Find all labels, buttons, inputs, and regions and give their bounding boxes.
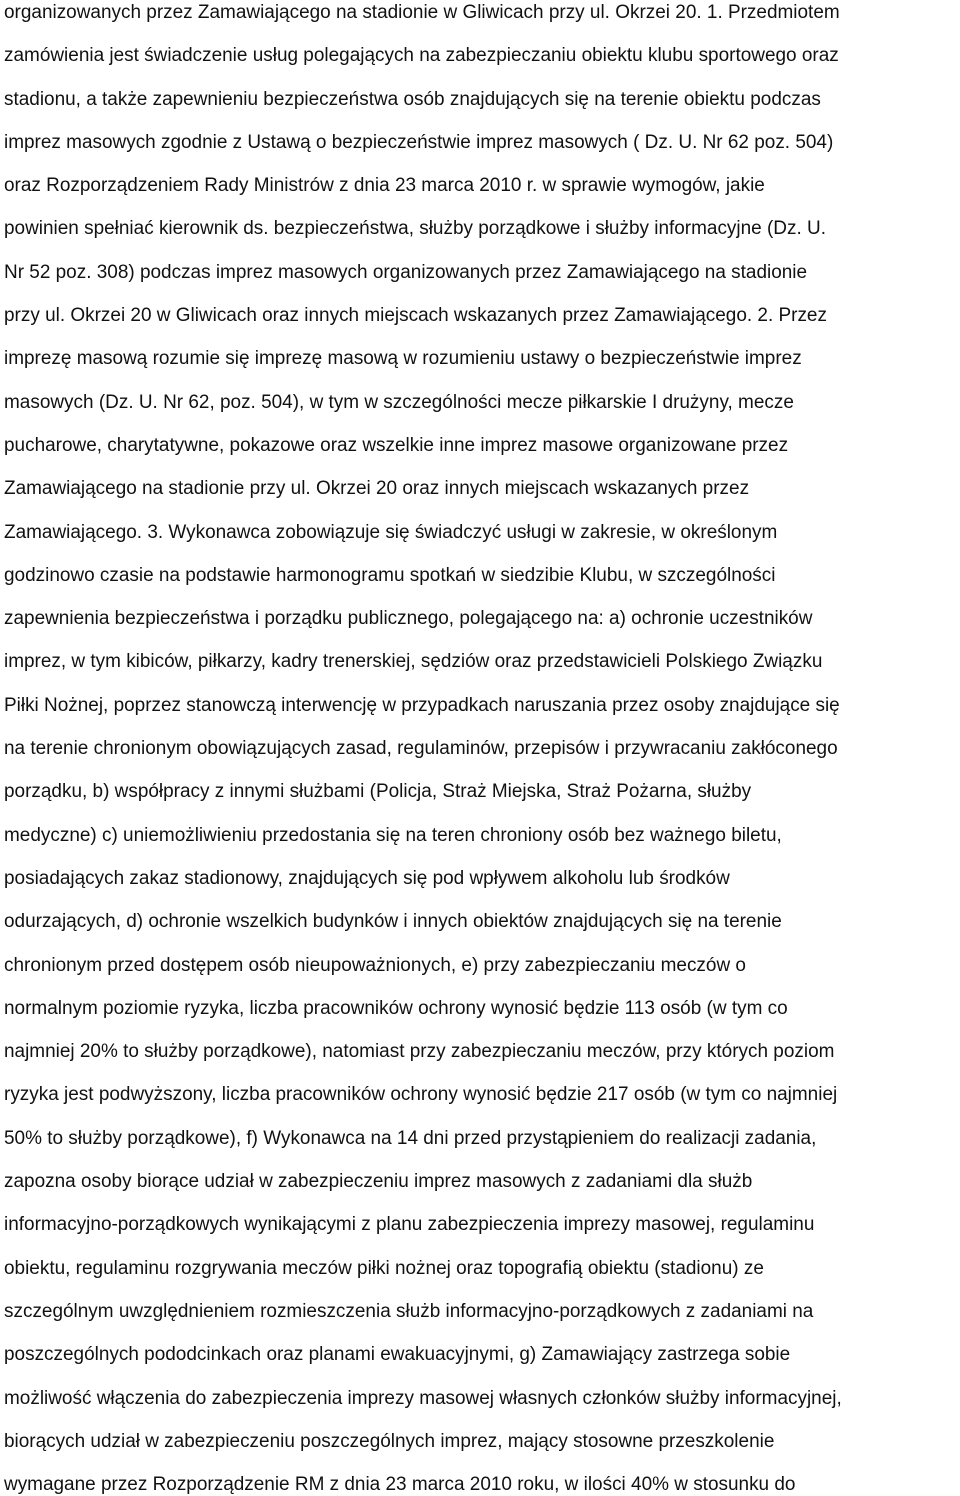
text-line: Piłki Nożnej, poprzez stanowczą interwencję w przypadkach naruszania przez osoby znajdujące się (4, 694, 840, 716)
text-line: ryzyka jest podwyższony, liczba pracowników ochrony wynosić będzie 217 osób (w tym co najmniej (4, 1084, 838, 1106)
text-line: powinien spełniać kierownik ds. bezpieczeństwa, służby porządkowe i służby informacyjne (Dz. U. (4, 218, 826, 240)
text-line: informacyjno-porządkowych wynikającymi z planu zabezpieczenia imprezy masowej, regulaminu (4, 1214, 815, 1236)
text-line: stadionu, a także zapewnieniu bezpieczeństwa osób znajdujących się na terenie obiektu podczas (4, 88, 821, 110)
text-line: organizowanych przez Zamawiającego na stadionie w Gliwicach przy ul. Okrzei 20. 1. Przedmiotem (4, 2, 840, 23)
text-line: Nr 52 poz. 308) podczas imprez masowych organizowanych przez Zamawiającego na stadionie (4, 261, 808, 283)
text-line: przy ul. Okrzei 20 w Gliwicach oraz innych miejscach wskazanych przez Zamawiającego. 2. Przez (4, 305, 827, 327)
text-line: Zamawiającego. 3. Wykonawca zobowiązuje się świadczyć usługi w zakresie, w określonym (4, 521, 778, 543)
text-line: godzinowo czasie na podstawie harmonogramu spotkań w siedzibie Klubu, w szczególności (4, 564, 776, 586)
text-line: możliwość włączenia do zabezpieczenia imprezy masowej własnych członków służby informacyjnej, (4, 1387, 842, 1409)
text-line: pucharowe, charytatywne, pokazowe oraz wszelkie inne imprez masowe organizowane przez (4, 434, 789, 456)
text-line: biorących udział w zabezpieczeniu poszczególnych imprez, mający stosowne przeszkolenie (4, 1430, 775, 1452)
text-line: na terenie chronionym obowiązujących zasad, regulaminów, przepisów i przywracaniu zakłóconego (4, 738, 838, 760)
text-line: normalnym poziomie ryzyka, liczba pracowników ochrony wynosić będzie 113 osób (w tym co (4, 997, 788, 1019)
text-line: posiadających zakaz stadionowy, znajdujących się pod wpływem alkoholu lub środków (4, 867, 730, 889)
text-line: obiektu, regulaminu rozgrywania meczów piłki nożnej oraz topografią obiektu (stadionu) ze (4, 1257, 764, 1279)
text-line: odurzających, d) ochronie wszelkich budynków i innych obiektów znajdujących się na terenie (4, 911, 782, 933)
text-line: porządku, b) współpracy z innymi służbami (Policja, Straż Miejska, Straż Pożarna, służby (4, 781, 752, 803)
text-line: chronionym przed dostępem osób nieupoważnionych, e) przy zabezpieczaniu meczów o (4, 954, 746, 976)
text-line: 50% to służby porządkowe), f) Wykonawca na 14 dni przed przystąpieniem do realizacji zadania, (4, 1127, 817, 1149)
text-line: imprez masowych zgodnie z Ustawą o bezpieczeństwie imprez masowych ( Dz. U. Nr 62 poz. 504) (4, 131, 834, 153)
text-line: oraz Rozporządzeniem Rady Ministrów z dnia 23 marca 2010 r. w sprawie wymogów, jakie (4, 175, 765, 197)
text-line: zapewnienia bezpieczeństwa i porządku publicznego, polegającego na: a) ochronie uczestników (4, 608, 813, 630)
text-line: zamówienia jest świadczenie usług polegających na zabezpieczaniu obiektu klubu sportowego oraz (4, 45, 839, 67)
text-line: najmniej 20% to służby porządkowe), natomiast przy zabezpieczaniu meczów, przy których poziom (4, 1041, 835, 1063)
text-line: szczególnym uwzględnieniem rozmieszczenia służb informacyjno-porządkowych z zadaniami na (4, 1300, 814, 1322)
text-line: imprezę masową rozumie się imprezę masową w rozumieniu ustawy o bezpieczeństwie imprez (4, 348, 802, 370)
text-line: zapozna osoby biorące udział w zabezpieczeniu imprez masowych z zadaniami dla służb (4, 1171, 753, 1193)
document-body-text (4, 0, 960, 1496)
text-line: wymagane przez Rozporządzenie RM z dnia 23 marca 2010 roku, w ilości 40% w stosunku do (4, 1474, 796, 1496)
text-line: masowych (Dz. U. Nr 62, poz. 504), w tym w szczególności mecze piłkarskie I drużyny, mecze (4, 391, 794, 413)
text-line: Zamawiającego na stadionie przy ul. Okrzei 20 oraz innych miejscach wskazanych przez (4, 478, 750, 500)
text-line: medyczne) c) uniemożliwieniu przedostania się na teren chroniony osób bez ważnego biletu, (4, 824, 782, 846)
text-line: poszczególnych pododcinkach oraz planami ewakuacyjnymi, g) Zamawiający zastrzega sobie (4, 1344, 791, 1366)
text-line: imprez, w tym kibiców, piłkarzy, kadry trenerskiej, sędziów oraz przedstawicieli Polskiego Związku (4, 651, 823, 673)
